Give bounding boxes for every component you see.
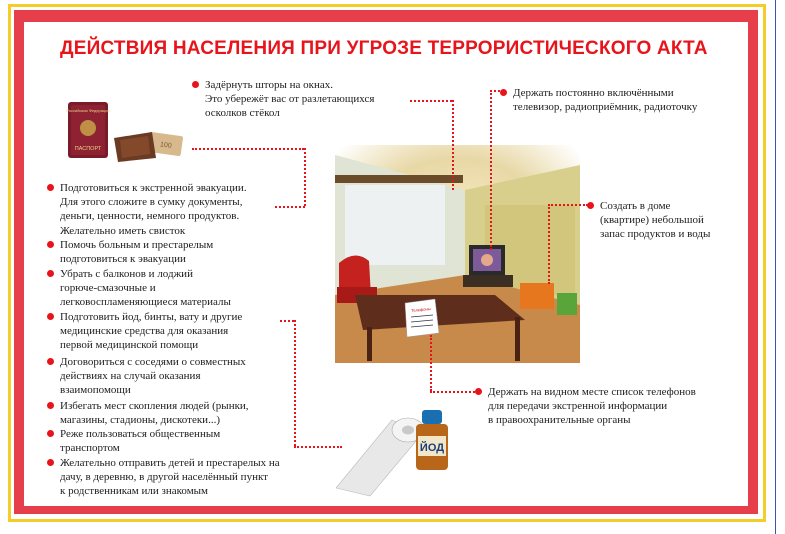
connector-line [430,335,432,391]
phone-list-label: Телефоны [410,306,431,314]
room-illustration [335,145,580,363]
note-phone-list: Держать на видном месте список телефонов для передачи экстренной информации в правоохранительные органы [488,385,696,428]
wallet-icon [112,128,184,164]
list-item: Желательно отправить детей и престарелых на дачу, в деревню, в другой населённый пункт к родственникам или знакомым [60,456,280,499]
bullet-icon [587,202,594,209]
list-item: Договориться с соседями о совместных действиях на случай оказания взаимопомощи [60,355,246,398]
connector-line [275,206,305,208]
bullet-icon [47,313,54,320]
bullet-icon [47,358,54,365]
bullet-icon [47,402,54,409]
list-item: Подготовиться к экстренной эвакуации. Для этого сложите в сумку документы, деньги, ценности, немного продуктов. Желательно иметь свисток [60,181,247,238]
bullet-icon [47,270,54,277]
list-item: Реже пользоваться общественным транспортом [60,427,220,455]
passport-icon [66,100,112,160]
connector-line [430,391,478,393]
passport-header-text: Российская Федерация [66,108,110,113]
connector-line [490,90,492,250]
connector-line [548,204,550,284]
bullet-icon [47,184,54,191]
connector-line [294,320,296,446]
passport-label: ПАСПОРТ [74,146,102,152]
connector-line [548,204,588,206]
iodine-bottle-icon [410,408,454,474]
bullet-icon [47,241,54,248]
connector-line [294,446,342,448]
bullet-icon [192,81,199,88]
list-item: Избегать мест скопления людей (рынки, магазины, стадионы, дискотеки...) [60,399,249,427]
connector-line [304,148,306,206]
bullet-icon [47,459,54,466]
connector-line [192,148,304,150]
connector-line [410,100,452,102]
list-item: Подготовить йод, бинты, вату и другие медицинские средства для оказания первой медицинской помощи [60,310,242,353]
note-keep-tv-on: Держать постоянно включёнными телевизор, радиоприёмник, радиоточку [513,86,697,114]
note-curtains: Задёрнуть шторы на окнах. Это убережёт вас от разлетающихся осколков стёкол [205,78,374,121]
connector-line [452,100,454,190]
bottle-label: ЙОД [419,442,445,454]
list-item: Помочь больным и престарелым подготовиться к эвакуации [60,238,213,266]
connector-line [490,90,504,92]
money-label: 100 [159,141,173,150]
page-title: ДЕЙСТВИЯ НАСЕЛЕНИЯ ПРИ УГРОЗЕ ТЕРРОРИСТИЧЕСКОГО АКТА [60,38,708,59]
list-item: Убрать с балконов и лоджий горюче-смазочные и легковоспламеняющиеся материалы [60,267,231,310]
page-edge-line [775,0,776,534]
bullet-icon [47,430,54,437]
note-food-supply: Создать в доме (квартире) небольшой запас продуктов и воды [600,199,710,242]
connector-line [280,320,294,322]
